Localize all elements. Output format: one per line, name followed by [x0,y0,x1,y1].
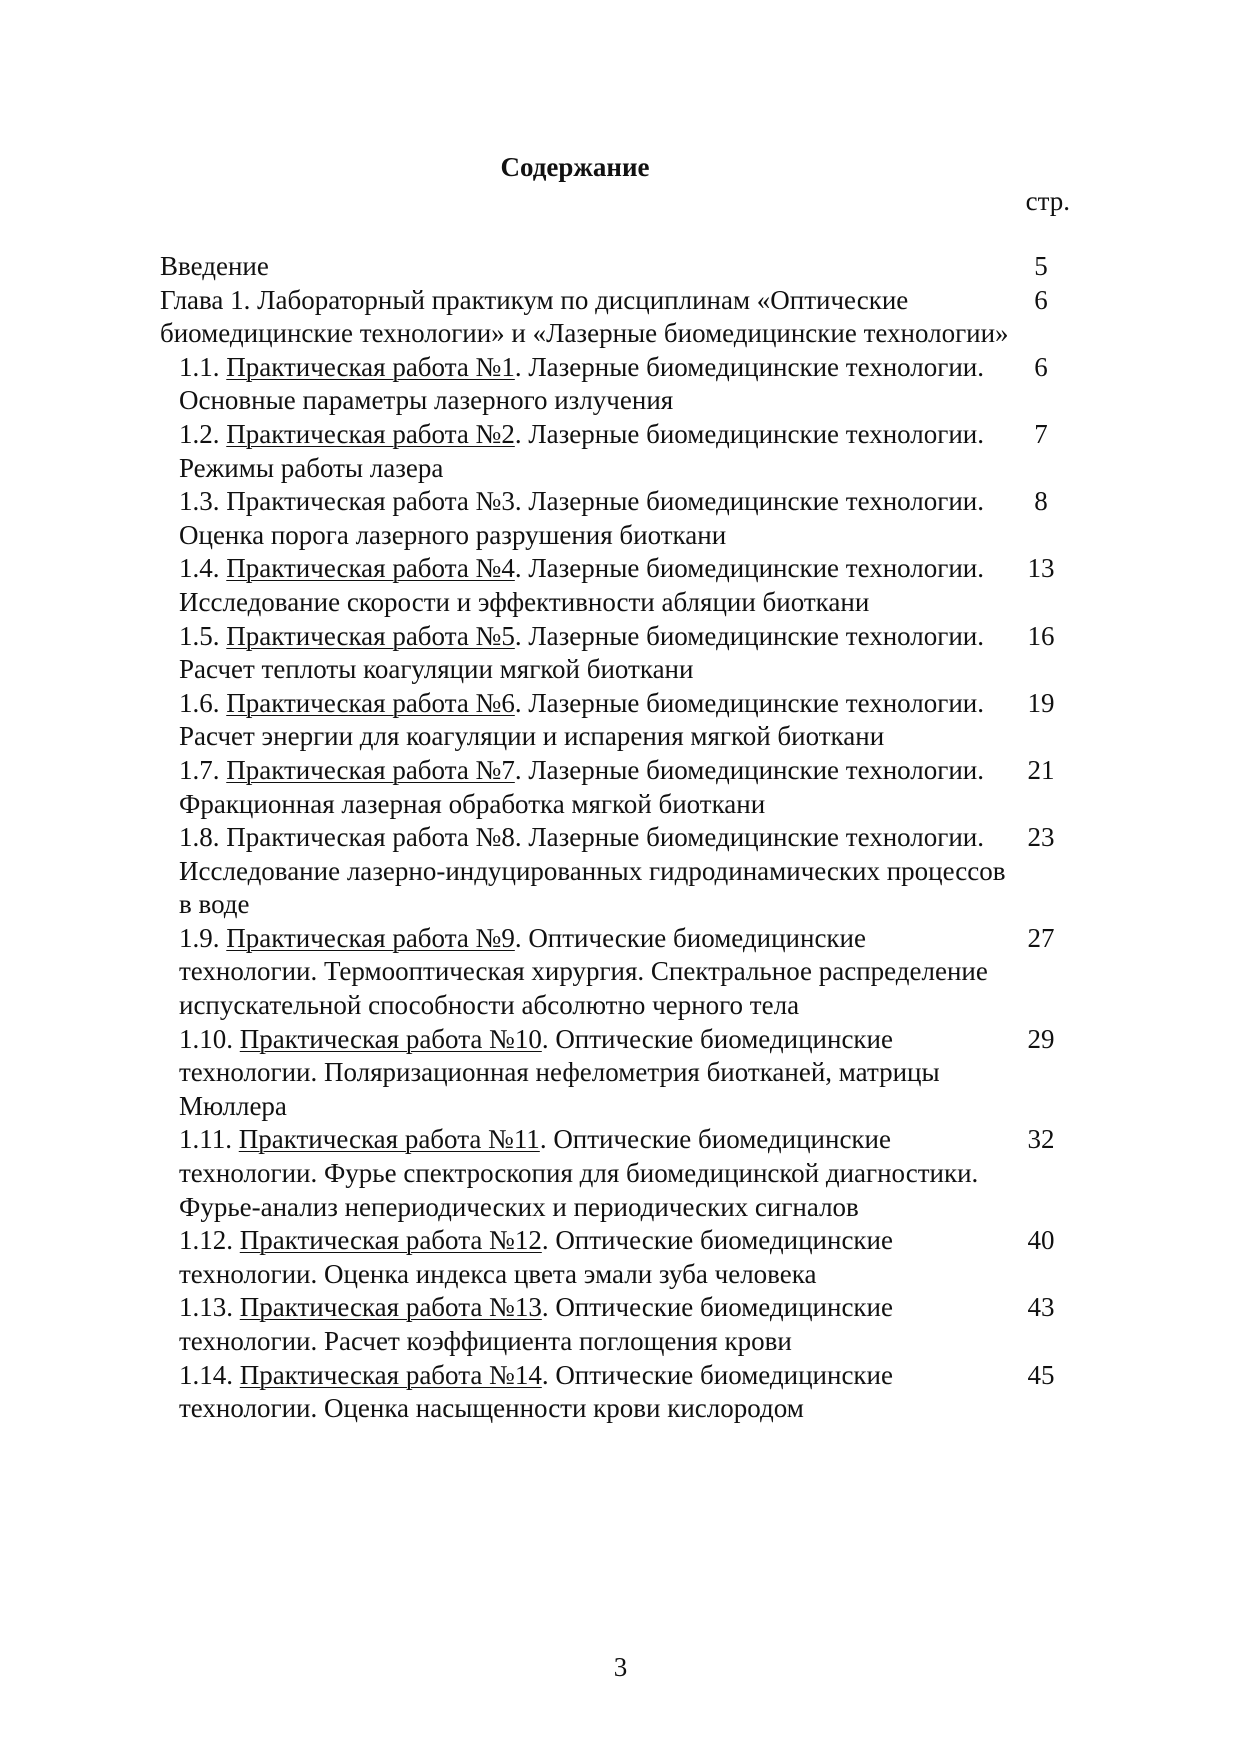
toc-entry-text: . Оптические биомедицинские технологии. Фурье спектроскопия для биомедицинской диагностики. Фурье-анализ непериодических и периодических сигналов [179,1124,979,1222]
toc-entry [160,284,1080,351]
toc-entry [160,821,1080,922]
toc-entry-page: 6 [1034,284,1048,315]
toc-entry-title [160,754,1010,821]
toc-entry-text: . Лазерные биомедицинские технологии. Исследование скорости и эффективности абляции биоткани [179,553,985,617]
toc-entry-link[interactable]: Практическая работа №12 [239,1225,542,1256]
toc-entry-page: 5 [1034,251,1048,281]
toc-entry-number: 1.10. [179,1023,233,1054]
toc-entry-page: 29 [1027,1023,1055,1054]
toc-entry-text: Введение [160,251,269,281]
page-title: Содержание [500,152,650,182]
toc-entry-number: 1.3. [179,486,220,517]
toc-entry-link[interactable]: Практическая работа №11 [238,1124,540,1155]
toc-entry [160,1224,1080,1291]
toc-entry-text: . Оптические биомедицинские технологии. Оценка насыщенности крови кислородом [179,1359,893,1424]
toc-entry [160,620,1080,687]
toc-entry-title [160,1224,1010,1291]
toc-entry-link[interactable]: Практическая работа №14 [239,1359,542,1390]
toc-entry-link[interactable]: Практическая работа №9 [226,922,515,953]
toc-entry [160,754,1080,821]
toc-entry-title [160,485,1010,552]
toc-entry [160,351,1080,418]
toc-entry-title [160,351,1010,418]
toc-entry-link[interactable]: Практическая работа №10 [239,1023,542,1054]
toc-entry-number: 1.1. [179,351,220,382]
toc-entry-title [160,1023,1010,1124]
toc-entry-title [160,922,1010,1023]
toc-entry-page: 21 [1027,754,1055,785]
toc-entry-text: . Лазерные биомедицинские технологии. Фракционная лазерная обработка мягкой биоткани [179,754,985,819]
toc-entry-text: . Оптические биомедицинские технологии. Поляризационная нефелометрия биотканей, матрицы Мюллера [179,1023,940,1121]
toc-entry [160,922,1080,1023]
toc-entry-page: 45 [1027,1359,1055,1390]
toc-entry-number: 1.13. [179,1292,233,1323]
toc-entry-title [160,418,1010,485]
toc-entry-page: 19 [1027,687,1055,718]
toc-entry-title [160,620,1010,687]
toc-entry [160,1123,1080,1224]
toc-entry-page: 8 [1034,486,1048,517]
toc-entry-title [160,1291,1010,1358]
toc-entry [160,418,1080,485]
toc-entry-link[interactable]: Практическая работа №6 [226,687,515,718]
toc-entry-link[interactable]: Практическая работа №7 [226,754,515,785]
toc-entry-title [160,1359,1010,1426]
toc-entry-title [160,821,1010,922]
toc-entry-link[interactable]: Практическая работа №1 [226,351,515,382]
toc-entry-page: 16 [1027,620,1055,651]
toc-entry-title [160,552,1010,619]
toc-entry-page: 6 [1034,351,1048,382]
toc-entry-number: 1.12. [179,1225,233,1256]
toc-entry [160,1023,1080,1124]
toc-entry-page: 40 [1027,1225,1055,1256]
toc-entry-title [160,687,1010,754]
toc-entry-title [160,284,1010,351]
toc-entry-page: 23 [1027,822,1055,853]
toc-entry-number: 1.9. [179,922,220,953]
toc-entry-number: 1.8. [179,822,220,853]
toc-entry-link[interactable]: Практическая работа №5 [226,620,515,651]
page-number: 3 [613,1652,628,1682]
toc-entry-number: 1.6. [179,687,220,718]
toc-entry-text: . Лазерные биомедицинские технологии. Режимы работы лазера [179,418,985,483]
toc-entry-title [160,250,1010,284]
toc-entry-page: 32 [1027,1124,1055,1155]
toc-entry-text: . Оптические биомедицинские технологии. Оценка индекса цвета эмали зуба человека [179,1225,893,1289]
toc-entry-number: 1.14. [179,1359,233,1390]
toc-entry-text: . Лазерные биомедицинские технологии. Расчет энергии для коагуляции и испарения мягкой биоткани [179,687,985,752]
toc-entry-number: 1.11. [179,1124,232,1155]
toc-entry-link[interactable]: Практическая работа №2 [226,418,515,449]
toc-entry-page: 27 [1027,922,1055,953]
toc-entry [160,485,1080,552]
toc-entry-page: 13 [1027,553,1055,584]
toc-entry [160,552,1080,619]
toc-entry-text: . Лазерные биомедицинские технологии. Основные параметры лазерного излучения [179,351,985,416]
toc-entry-link[interactable]: Практическая работа №13 [239,1292,542,1323]
toc-entry-text: . Оптические биомедицинские технологии. Расчет коэффициента поглощения крови [179,1292,893,1356]
toc-entry-text: Практическая работа №8. Лазерные биомедицинские технологии. Исследование лазерно-индуцированных гидродинамических процессов в воде [179,822,1006,920]
toc-entry [160,1291,1080,1358]
toc-entry-text: Практическая работа №3. Лазерные биомедицинские технологии. Оценка порога лазерного разрушения биоткани [179,486,985,550]
page-column-header: стр. [1025,186,1070,216]
toc-entry-text: . Лазерные биомедицинские технологии. Расчет теплоты коагуляции мягкой биоткани [179,620,985,685]
toc-entry-number: 1.7. [179,754,220,785]
toc-entry-page: 7 [1034,418,1048,449]
toc-entry-number: 1.2. [179,418,220,449]
toc-entry-page: 43 [1027,1292,1055,1323]
toc-entry-number: 1.4. [179,553,220,584]
toc-entry-number: 1.5. [179,620,220,651]
toc-entry-title [160,1123,1010,1224]
toc-entry [160,250,1080,284]
toc-entry [160,1359,1080,1426]
table-of-contents [160,250,1080,1426]
toc-entry [160,687,1080,754]
toc-entry-text: Глава 1. Лабораторный практикум по дисциплинам «Оптические биомедицинские технологии» и «Лазерные биомедицинские технологии» [160,284,1009,349]
toc-entry-link[interactable]: Практическая работа №4 [226,553,515,584]
toc-entry-text: . Оптические биомедицинские технологии. Термооптическая хирургия. Спектральное распределение испускательной способности абсолютно черного тела [179,922,988,1021]
